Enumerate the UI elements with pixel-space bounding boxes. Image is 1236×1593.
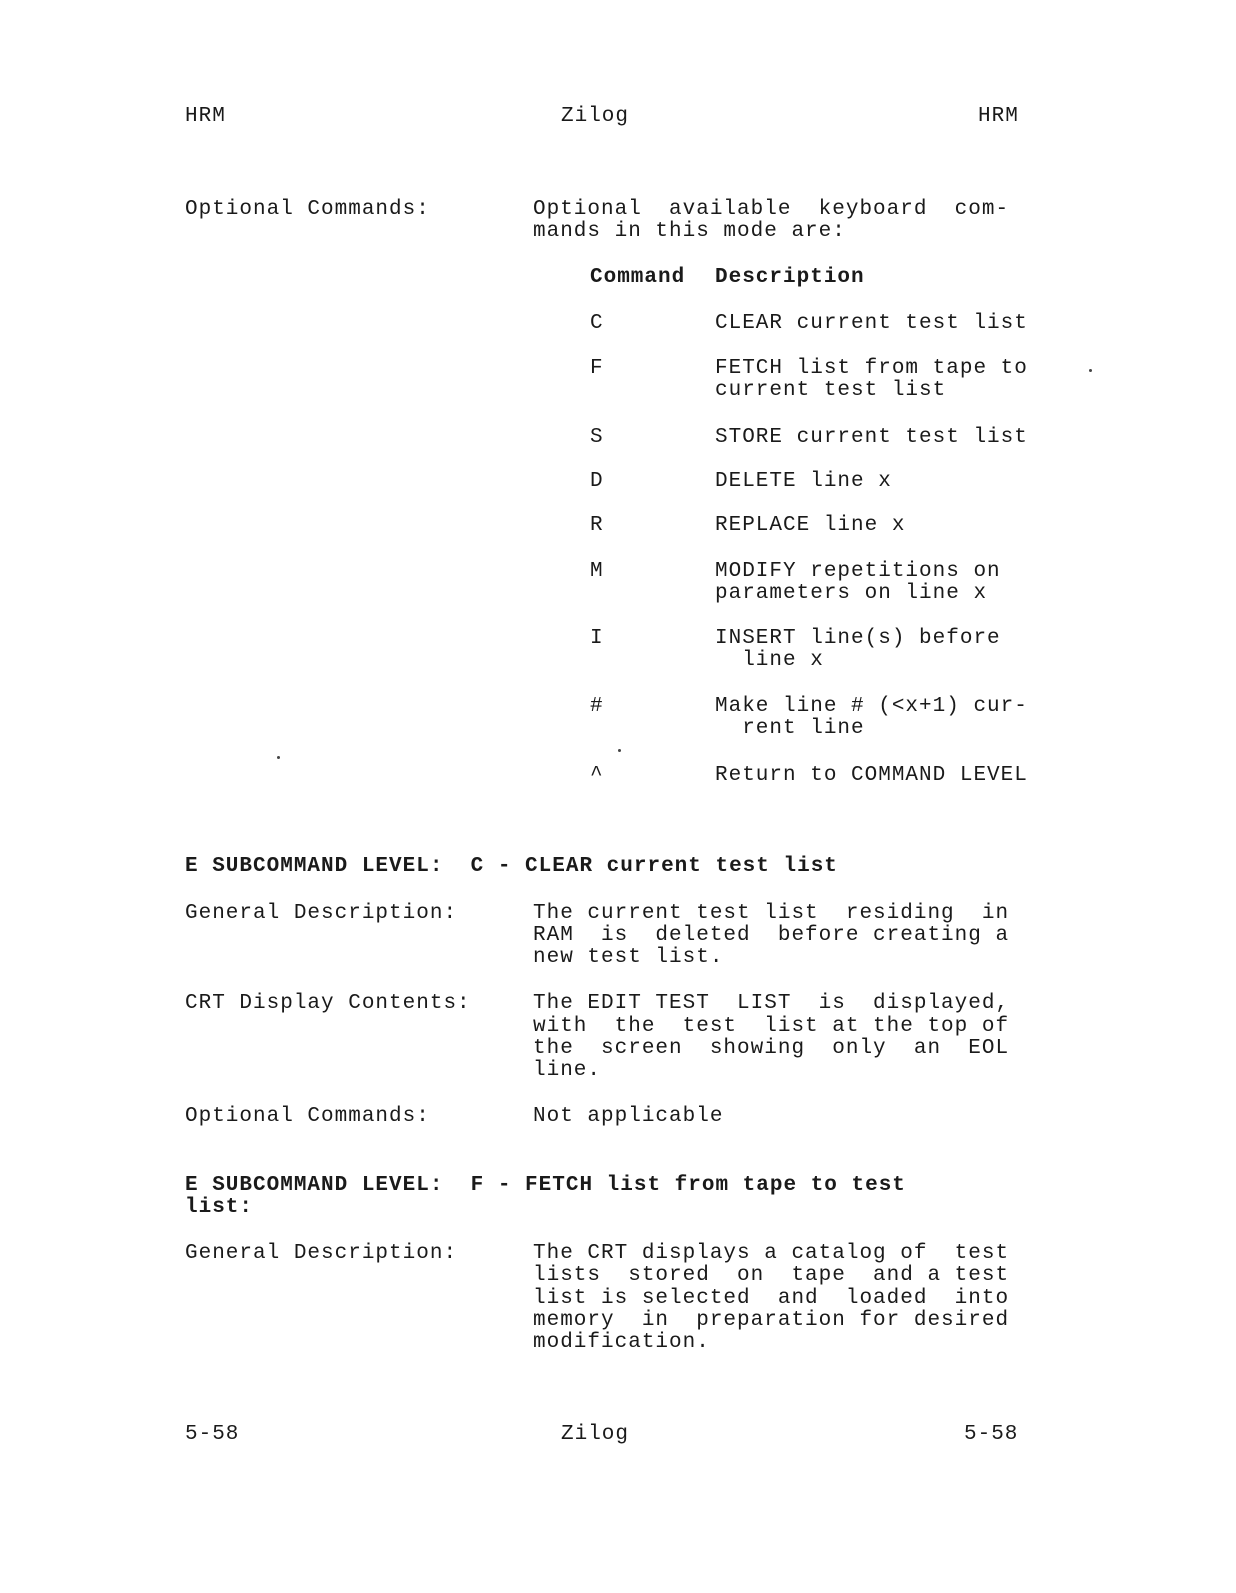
command-key: R	[590, 514, 604, 537]
command-description: DELETE line x	[715, 470, 892, 493]
crt-display-line: the screen showing only an EOL	[533, 1037, 1010, 1060]
command-description: line x	[715, 649, 824, 672]
column-header-description: Description	[715, 266, 865, 289]
section-f-heading: E SUBCOMMAND LEVEL: F - FETCH list from tape to test	[185, 1174, 906, 1197]
command-key: I	[590, 627, 604, 650]
footer-center: Zilog	[561, 1423, 630, 1446]
command-description: INSERT line(s) before	[715, 627, 1001, 650]
header-right: HRM	[978, 105, 1019, 128]
optional-commands-value: Not applicable	[533, 1105, 724, 1128]
intro-line-2: mands in this mode are:	[533, 220, 846, 243]
crt-display-label: CRT Display Contents:	[185, 992, 471, 1015]
command-description: current test list	[715, 379, 947, 402]
command-key: C	[590, 312, 604, 335]
footer-right: 5-58	[964, 1423, 1019, 1446]
command-description: MODIFY repetitions on	[715, 560, 1001, 583]
header-center: Zilog	[561, 105, 630, 128]
optional-commands-label: Optional Commands:	[185, 198, 430, 221]
command-key: S	[590, 426, 604, 449]
command-key: F	[590, 357, 604, 380]
command-key: #	[590, 695, 604, 718]
optional-commands-label: Optional Commands:	[185, 1105, 430, 1128]
general-description-line: The CRT displays a catalog of test	[533, 1242, 1010, 1265]
command-description: Return to COMMAND LEVEL	[715, 764, 1028, 787]
command-description: Make line # (<x+1) cur-	[715, 695, 1028, 718]
crt-display-line: The EDIT TEST LIST is displayed,	[533, 992, 1010, 1015]
scan-speck	[618, 749, 621, 752]
general-description-line: new test list.	[533, 946, 724, 969]
general-description-line: lists stored on tape and a test	[533, 1264, 1010, 1287]
command-description: rent line	[715, 717, 865, 740]
command-description: parameters on line x	[715, 582, 988, 605]
header-left: HRM	[185, 105, 226, 128]
general-description-line: list is selected and loaded into	[533, 1287, 1010, 1310]
command-key: ^	[590, 764, 604, 787]
crt-display-line: line.	[533, 1059, 602, 1082]
column-header-command: Command	[590, 266, 686, 289]
command-description: FETCH list from tape to	[715, 357, 1028, 380]
crt-display-line: with the test list at the top of	[533, 1015, 1010, 1038]
general-description-label: General Description:	[185, 902, 458, 925]
footer-left: 5-58	[185, 1423, 240, 1446]
general-description-line: RAM is deleted before creating a	[533, 924, 1010, 947]
command-key: D	[590, 470, 604, 493]
command-description: CLEAR current test list	[715, 312, 1028, 335]
scan-speck	[1089, 369, 1092, 372]
general-description-line: memory in preparation for desired	[533, 1309, 1010, 1332]
scan-speck	[277, 756, 280, 759]
general-description-label: General Description:	[185, 1242, 458, 1265]
general-description-line: The current test list residing in	[533, 902, 1010, 925]
intro-line-1: Optional available keyboard com-	[533, 198, 1010, 221]
command-description: STORE current test list	[715, 426, 1028, 449]
section-c-heading: E SUBCOMMAND LEVEL: C - CLEAR current test list	[185, 855, 838, 878]
command-key: M	[590, 560, 604, 583]
general-description-line: modification.	[533, 1331, 710, 1354]
section-f-heading-cont: list:	[185, 1196, 254, 1219]
command-description: REPLACE line x	[715, 514, 906, 537]
